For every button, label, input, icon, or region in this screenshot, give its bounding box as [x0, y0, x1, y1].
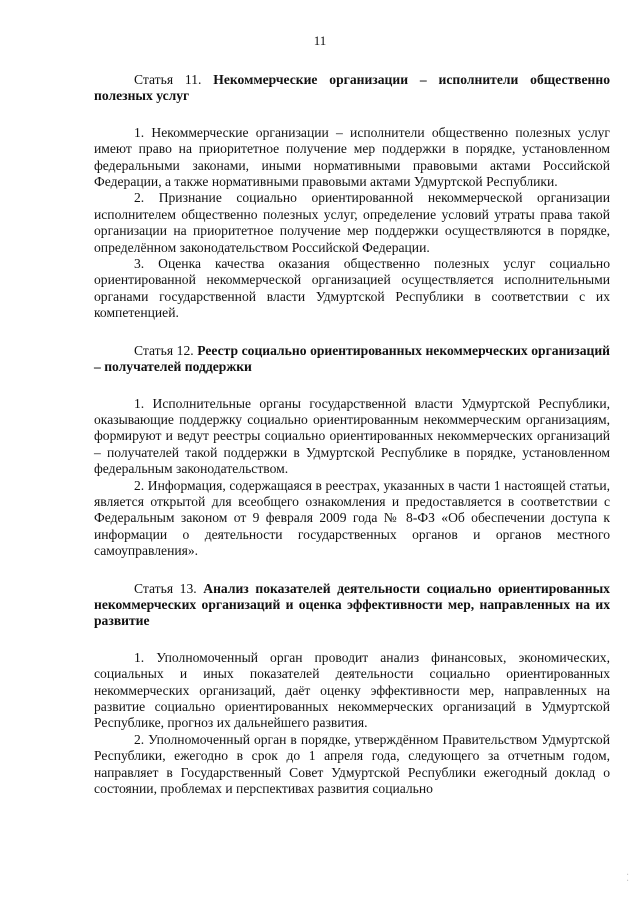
article-12-label: Статья 12. — [134, 342, 194, 358]
article-12-title: Реестр социально ориентированных некоммерческих организаций – получателей поддержки — [94, 342, 610, 375]
article-12-paragraph-1: 1. Исполнительные органы государственной власти Удмуртской Республики, оказывающие поддержку социально ориентированным некоммерческим организациям, формируют и ведут реестры социально ориентированных некоммерческих организаций – получателей такой поддержки в Удмуртской Республике в порядке, установленном федеральным законодательством. — [94, 395, 610, 477]
page-number: 11 — [313, 33, 327, 48]
article-11-heading — [94, 72, 610, 105]
article-11-paragraph-3: 3. Оценка качества оказания общественно полезных услуг социально ориентированной некоммерческой организацией осуществляется исполнительными органами государственной власти Удмуртской Республики в соответствии с их компетенцией. — [94, 256, 610, 321]
article-13-label: Статья 13. — [134, 580, 197, 596]
article-12-paragraph-2: 2. Информация, содержащаяся в реестрах, указанных в части 1 настоящей статьи, является открытой для всеобщего ознакомления и предоставляется в соответствии с Федеральным законом от 9 февраля 2009 года № 8-ФЗ «Об обеспечении доступа к информации о деятельности государственных органов и органов местного самоуправления». — [94, 477, 610, 559]
document-body — [94, 72, 610, 797]
article-11-paragraph-2: 2. Признание социально ориентированной некоммерческой организации исполнителем общественно полезных услуг, определение условий утраты права такой организации на приоритетное получение мер поддержки осуществляются в порядке, определённом законодательством Российской Федерации. — [94, 190, 610, 255]
article-13-heading — [94, 581, 610, 630]
article-13-title: Анализ показателей деятельности социально ориентированных некоммерческих организаций и оценка эффективности мер, направленных на их развитие — [94, 580, 610, 629]
article-11-paragraph-1: 1. Некоммерческие организации – исполнители общественно полезных услуг имеют право на приоритетное получение мер поддержки в порядке, установленном федеральными законами, иными нормативными правовыми актами Российской Федерации, а также нормативными правовыми актами Удмуртской Республики. — [94, 124, 610, 190]
article-12-heading — [94, 343, 610, 376]
scan-mark: ⁚ — [626, 873, 630, 884]
article-13-paragraph-2: 2. Уполномоченный орган в порядке, утверждённом Правительством Удмуртской Республики, ежегодно в срок до 1 апреля года, следующего за отчетным годом, направляет в Государственный Совет Удмуртской Республики ежегодный доклад о состоянии, проблемах и перспективах развития социально — [94, 731, 610, 797]
article-11-label: Статья 11. — [134, 72, 202, 87]
article-13-paragraph-1: 1. Уполномоченный орган проводит анализ финансовых, экономических, социальных и иных показателей деятельности социально ориентированных некоммерческих организаций, даёт оценку эффективности мер, направленных на развитие социально ориентированных некоммерческих организаций в Удмуртской Республике, прогноз их дальнейшего развития. — [94, 649, 610, 731]
article-11-title: Некоммерческие организации – исполнители общественно полезных услуг — [94, 72, 610, 104]
